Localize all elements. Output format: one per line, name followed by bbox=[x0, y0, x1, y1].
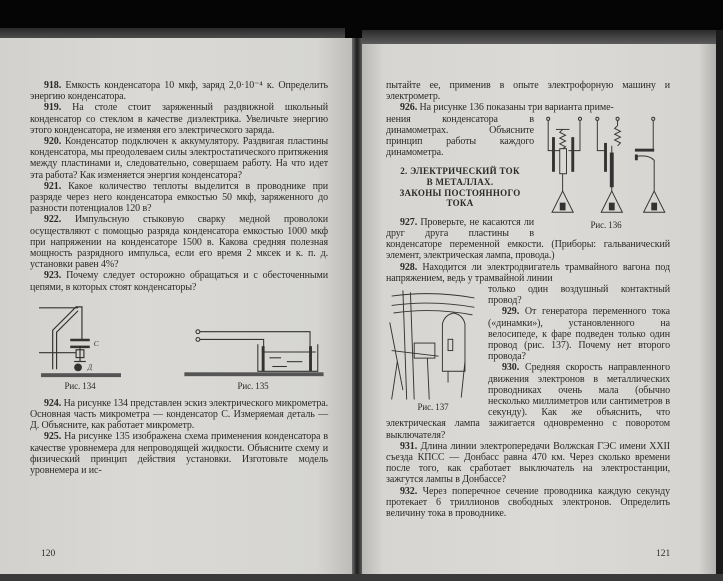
problem-text: Проверьте, не касаются ли друг друга пластины в конденсаторе переменной емкости. (Приборы: гальванический элемент, электрическая лампа, провода.) bbox=[386, 216, 670, 262]
problem-number: 930. bbox=[502, 362, 520, 374]
problem-text: Конденсатор подключен к аккумулятору. Раздвигая пластины конденсатора, мы преодолеваем силы электростатического притяжения между пластинами и, следовательно, совершаем работу. На что идет эта работа? Как изменяется энергия конденсатора? bbox=[30, 136, 328, 181]
problem-number: 929. bbox=[502, 306, 520, 318]
left-page-column bbox=[30, 80, 328, 476]
figure-134 bbox=[30, 301, 130, 392]
problem-text: Средняя скорость направленного движения электронов в металлических проводниках очень мала (обычно несколько миллиметров или сантиметров в секунду). Как же объяснить, что электрическая лампа зажигается одновременно с поворотом выключателя? bbox=[386, 362, 671, 441]
problem-number: 931. bbox=[400, 440, 418, 452]
problem-922 bbox=[30, 214, 328, 270]
figure-136 bbox=[542, 114, 670, 231]
problem-number: 920. bbox=[44, 136, 62, 148]
problem-918 bbox=[30, 80, 328, 102]
heading-line: 2. ЭЛЕКТРИЧЕСКИЙ ТОК bbox=[400, 166, 520, 177]
problem-number: 928. bbox=[400, 261, 418, 273]
figure-134-caption: Рис. 134 bbox=[64, 380, 96, 391]
problem-932 bbox=[386, 486, 670, 520]
problem-text: Емкость конденсатора 10 мкф, заряд 2,0·10⁻⁴ к. Определить энергию конденсатора. bbox=[30, 80, 328, 103]
problem-919 bbox=[30, 102, 328, 136]
problem-number: 924. bbox=[44, 397, 62, 409]
right-page-column bbox=[386, 80, 670, 519]
label-c: C bbox=[93, 338, 99, 348]
problem-928-rest: только один воздушный контактный провод? bbox=[488, 284, 670, 307]
figure-135-level-gauge bbox=[178, 323, 328, 381]
problem-928 bbox=[386, 262, 670, 284]
problem-number: 918. bbox=[44, 80, 62, 91]
problem-931 bbox=[386, 441, 670, 486]
problem-text: На рисунке 134 представлен эскиз электрического микрометра. Основная часть микрометра — конденсатор С. Измеряемая деталь — Д. Объясните, как работает микрометр. bbox=[30, 397, 328, 432]
figure-137 bbox=[386, 286, 480, 413]
problem-text: От генератора переменного тока («динамки»), установленного на велосипеде, к фаре подведен только один провод (рис. 137). Почему нет второго провода? bbox=[488, 306, 670, 363]
problem-text: Через поперечное сечение проводника каждую секунду протекает 6 триллионов свободных электронов. Определить величину тока в проводнике. bbox=[386, 485, 670, 520]
figure-137-bicycle-dynamo bbox=[386, 286, 480, 402]
continuation-paragraph: пытайте ее, применив в опыте электрофорную машину и электрометр. bbox=[386, 80, 670, 103]
problem-number: 925. bbox=[44, 431, 62, 443]
problem-number: 919. bbox=[44, 102, 62, 114]
page-number-left: 120 bbox=[41, 549, 56, 559]
problem-926-line1 bbox=[386, 102, 670, 113]
heading-line: В МЕТАЛЛАХ. bbox=[426, 177, 494, 188]
figure-136-caption: Рис. 136 bbox=[590, 219, 622, 230]
problem-text: Какое количество теплоты выделится в проводнике при разряде через него конденсатора емкостью 50 мкф, заряженного до разности потенциалов 120 в? bbox=[30, 180, 328, 215]
problem-number: 923. bbox=[44, 270, 62, 282]
problem-924 bbox=[30, 398, 328, 432]
problem-number: 926. bbox=[400, 102, 418, 114]
problem-text: На рисунке 136 показаны три варианта приме- bbox=[419, 102, 614, 114]
figure-137-caption: Рис. 137 bbox=[417, 402, 449, 413]
figure-136-dynamometers bbox=[542, 114, 670, 220]
problem-number: 921. bbox=[44, 180, 62, 192]
problem-text: На столе стоит заряженный раздвижной школьный конденсатор со стеклом в качестве диэлектрика. Увеличьте энергию этого конденсатора, не изменяя его электрического заряда. bbox=[30, 102, 328, 136]
background-right-edge bbox=[716, 30, 723, 581]
problem-923 bbox=[30, 270, 328, 292]
problem-921 bbox=[30, 181, 328, 215]
problem-text: Находится ли электродвигатель трамвайного вагона под напряжением, ведь у трамвайной линии bbox=[386, 261, 670, 284]
figure-135-caption: Рис. 135 bbox=[237, 380, 269, 391]
book-gutter bbox=[352, 38, 362, 581]
figure-134-micrometer bbox=[30, 301, 130, 381]
problem-number: 932. bbox=[400, 485, 418, 497]
figure-135 bbox=[178, 323, 328, 392]
label-d: Д bbox=[87, 364, 93, 372]
problem-925 bbox=[30, 431, 328, 476]
problem-text: На рисунке 135 изображена схема применения конденсатора в качестве уровнемера для непроводящей жидкости. Объясните схему и физический принцип действия установки. Изготовьте модель уровнемера и ис- bbox=[30, 431, 328, 477]
problem-920 bbox=[30, 136, 328, 181]
problem-text: Длина линии электропередачи Волжская ГЭС имени XXII съезда КПСС — Донбасс равна 470 км. Через сколько времени после того, как сработает выключатель на электростанции, зажгутся лампы в Донбассе? bbox=[386, 440, 670, 486]
problem-number: 922. bbox=[44, 214, 62, 226]
problem-number: 927. bbox=[400, 216, 418, 228]
problem-text: Почему следует осторожно обращаться и с обесточенными цепями, в которых стоят конденсаторы? bbox=[30, 270, 328, 293]
problem-text: Импульсную стыковую сварку медной проволоки осуществляют с помощью разряда конденсатора емкостью 1000 мкф при напряжении на конденсаторе 1500 в. Какова средняя полезная мощность разрядного импульса, если его время 2 мксек и к. п. д. установки равен 4%? bbox=[30, 214, 328, 271]
left-figures-row bbox=[30, 301, 328, 392]
page-number-right: 121 bbox=[656, 549, 671, 559]
problem-926-rest: нения конденсатора в динамометрах. Объясните принцип работы каждого динамометра. bbox=[386, 113, 534, 159]
heading-line: ЗАКОНЫ ПОСТОЯННОГО ТОКА bbox=[399, 187, 521, 209]
background-bottom bbox=[0, 574, 723, 581]
page-edge-right bbox=[362, 30, 717, 44]
